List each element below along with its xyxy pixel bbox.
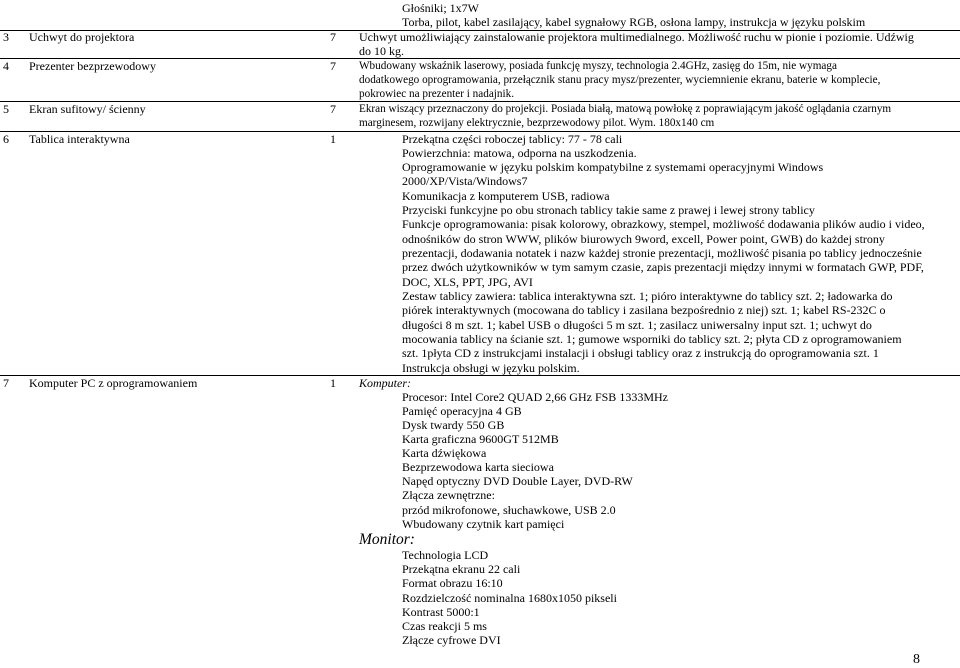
item-quantity: 7	[330, 59, 336, 73]
continuation-line: Głośniki; 1x7W	[402, 1, 479, 15]
item-description-line: mocowania tablicy na ścianie szt. 1; gumowe wsporniki do tablicy szt. 2; płyta CD z oprogramowaniem	[402, 332, 902, 346]
item-description-line: piórek interaktywnych (mocowana do tablicy i zasilana bezpośrednio z niej) szt. 1; kabel RS-232C o	[402, 303, 886, 317]
item-description-line: Funkcje oprogramowania: pisak kolorowy, obrazkowy, stempel, możliwość dodawania plików audio i video,	[402, 217, 925, 231]
item-name: Ekran sufitowy/ ścienny	[29, 102, 146, 116]
item-quantity: 7	[330, 30, 336, 44]
monitor-spec-line: Kontrast 5000:1	[402, 605, 480, 619]
item-description-line: do 10 kg.	[359, 44, 404, 58]
row-number: 6	[3, 132, 9, 146]
page-number: 8	[913, 652, 920, 667]
item-description-line: dodatkowego oprogramowania, przełącznik stanu pracy mysz/prezenter, wyciemnienie ekranu, baterie w komplecie,	[359, 74, 881, 86]
item-description-line: długości 8 m szt. 1; kabel USB o długości 5 m szt. 1; zasilacz uniwersalny input szt. 1; uchwyt do	[402, 318, 872, 332]
monitor-spec-line: Rozdzielczość nominalna 1680x1050 pikseli	[402, 591, 617, 605]
komputer-spec-line: Karta dźwiękowa	[402, 446, 487, 460]
komputer-spec-line: przód mikrofonowe, słuchawkowe, USB 2.0	[402, 503, 616, 517]
item-quantity: 1	[330, 132, 336, 146]
komputer-heading: Komputer:	[359, 376, 411, 390]
item-description-line: prezentacji, dodawania notatek i nazw każdej stronie prezentacji, możliwość pisania po tablicy jednocześnie	[402, 246, 922, 260]
item-description-line: Komunikacja z komputerem USB, radiowa	[402, 189, 610, 203]
row-number: 3	[3, 30, 9, 44]
item-quantity: 1	[330, 376, 336, 390]
item-description-line: Przekątna części roboczej tablicy: 77 - 78 cali	[402, 132, 623, 146]
row-number: 7	[3, 376, 9, 390]
item-description-line: pokrowiec na prezenter i nadajnik.	[359, 88, 515, 100]
item-description-line: przez dwóch użytkowników w tym samym czasie, zapis prezentacji między innymi w formatach GWP, PDF,	[402, 260, 924, 274]
monitor-spec-line: Przekątna ekranu 22 cali	[402, 562, 521, 576]
item-description-line: Zestaw tablicy zawiera: tablica interaktywna szt. 1; pióro interaktywne do tablicy szt. 2; ładowarka do	[402, 289, 893, 303]
item-quantity: 7	[330, 102, 336, 116]
monitor-spec-line: Złącze cyfrowe DVI	[402, 633, 501, 647]
monitor-spec-line: Czas reakcji 5 ms	[402, 619, 487, 633]
komputer-spec-line: Wbudowany czytnik kart pamięci	[402, 517, 565, 531]
komputer-spec-line: Karta graficzna 9600GT 512MB	[402, 432, 559, 446]
item-description-line: DOC, XLS, PPT, JPG, AVI	[402, 275, 533, 289]
komputer-spec-line: Bezprzewodowa karta sieciowa	[402, 460, 554, 474]
komputer-spec-line: Napęd optyczny DVD Double Layer, DVD-RW	[402, 474, 633, 488]
item-name: Tablica interaktywna	[29, 132, 130, 146]
row-number: 5	[3, 102, 9, 116]
monitor-heading: Monitor:	[359, 531, 415, 548]
monitor-spec-line: Technologia LCD	[402, 548, 489, 562]
komputer-spec-line: Złącza zewnętrzne:	[402, 488, 495, 502]
item-description-line: Przyciski funkcyjne po obu stronach tablicy takie same z prawej i lewej strony tablicy	[402, 203, 815, 217]
continuation-line: Torba, pilot, kabel zasilający, kabel sygnałowy RGB, osłona lampy, instrukcja w języku polskim	[402, 15, 866, 29]
item-description-line: Ekran wiszący przeznaczony do projekcji. Posiada białą, matową powłokę z poprawiającym jakość oglądania czarnym	[359, 103, 892, 115]
item-description-line: Uchwyt umożliwiający zainstalowanie projektora multimedialnego. Możliwość ruchu w pionie i poziomie. Udźwig	[359, 30, 914, 44]
item-description-line: Wbudowany wskaźnik laserowy, posiada funkcję myszy, technologia 2.4GHz, zasięg do 15m, nie wymaga	[359, 60, 837, 72]
item-name: Komputer PC z oprogramowaniem	[29, 376, 198, 390]
item-description-line: Powierzchnia: matowa, odporna na uszkodzenia.	[402, 146, 637, 160]
komputer-spec-line: Procesor: Intel Core2 QUAD 2,66 GHz FSB 1333MHz	[402, 390, 668, 404]
monitor-spec-line: Format obrazu 16:10	[402, 576, 503, 590]
item-description-line: szt. 1płyta CD z instrukcjami instalacji i obsługi tablicy oraz z instrukcją do oprogramowania szt. 1	[402, 346, 879, 360]
item-description-line: odnośników do stron WWW, plików biurowych 9word, excell, Power point, GWB) do każdej strony	[402, 232, 885, 246]
item-description-line: marginesem, rozwijany elektrycznie, bezprzewodowy pilot. Wym. 180x140 cm	[359, 117, 715, 129]
item-description-line: 2000/XP/Vista/Windows7	[402, 174, 528, 188]
item-description-line: Instrukcja obsługi w języku polskim.	[402, 361, 580, 375]
row-number: 4	[3, 59, 9, 73]
item-name: Uchwyt do projektora	[29, 30, 135, 44]
komputer-spec-line: Dysk twardy 550 GB	[402, 418, 505, 432]
item-name: Prezenter bezprzewodowy	[29, 59, 156, 73]
komputer-spec-line: Pamięć operacyjna 4 GB	[402, 404, 522, 418]
item-description-line: Oprogramowanie w języku polskim kompatybilne z systemami operacyjnymi Windows	[402, 160, 824, 174]
